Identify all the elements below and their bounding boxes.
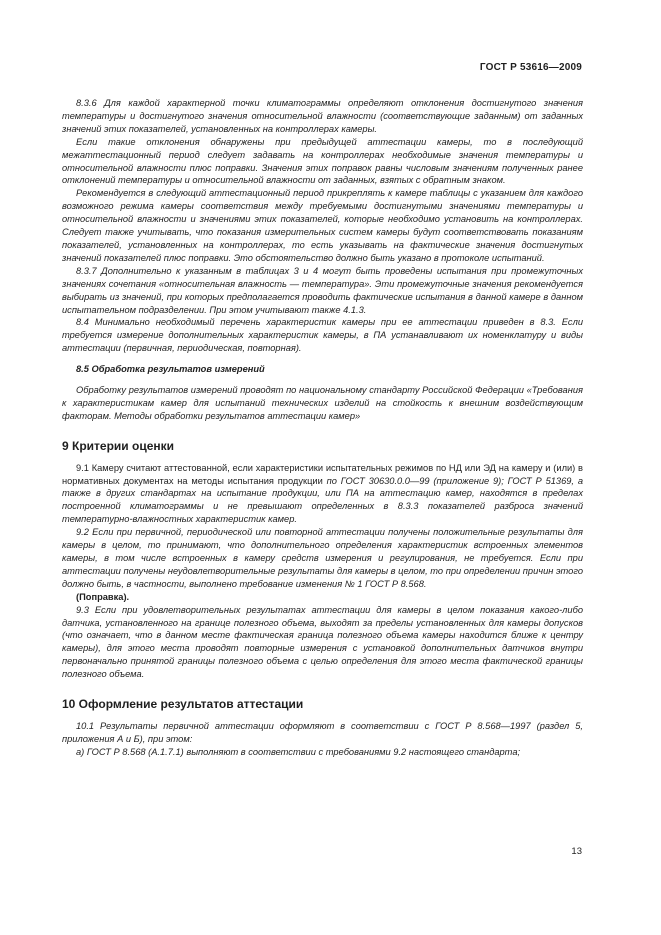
paragraph-9-1-part-b: по ГОСТ 30630.0.0—99 (приложение 9); ГОСТ Р 51369, а также в других стандартах на испытание продукции, или ПА на аттестацию камер, находятся в пределах построенной климатограммы и не превышают определенных в 8.3.3 показателей разброса значений температурно-влажностных характеристик камер. xyxy=(62,475,583,525)
paragraph-8-3-6: 8.3.6 Для каждой характерной точки климатограммы определяют отклонения достигнутого значения температуры и достигнутого значения относительной влажности (соответствующие заданным) от заданных значений этих показателей, установленных на контроллерах камеры. xyxy=(62,98,583,134)
paragraph-9-1 xyxy=(62,462,583,527)
section-heading-10: 10 Оформление результатов аттестации xyxy=(62,697,304,712)
paragraph-9-2: 9.2 Если при первичной, периодической или повторной аттестации получены положительные результаты для камеры в целом, то принимают, что дополнительного определения характеристик встроенных элементов камеры, в том числе встроенных в камеру средств измерения и регулирования, не требуется. Если при аттестации получены неудовлетворительные результаты для камеры в целом, то при определении причин этого должно быть, в частности, выполнено требование изменения № 1 ГОСТ Р 8.568. xyxy=(62,527,583,589)
paragraph-8-3-7: 8.3.7 Дополнительно к указанным в таблицах 3 и 4 могут быть проведены испытания при промежуточных значениях сочетания «относительная влажность — температура». Эти промежуточные значения рекомендуется выбирать из значений, при которых предполагается проводить фактические испытания в данной камере в данном испытательном подразделении. При этом учитывают также 4.1.3. xyxy=(62,265,583,315)
document-header: ГОСТ Р 53616—2009 xyxy=(479,62,582,73)
paragraph-8-3-6-recommendation: Рекомендуется в следующий аттестационный период прикреплять к камере таблицы с указанием для каждого возможного режима камеры соответствия между требуемыми достигнутыми значениями температуры и относительной влажности и значениями этих показателей, которые необходимо установить на контроллерах. Следует также учитывать, что показания измерительных систем камеры будут соответствовать показаниям показателей, установленных на контроллерах, то есть указывать на фактические значения достигнутых значений показателей плюс поправки. Это обстоятельство должно быть указано в протоколе испытаний. xyxy=(62,188,583,263)
paragraph-8-3-6-corrections: Если такие отклонения обнаружены при предыдущей аттестации камеры, то в последующий межаттестационный период следует задавать на контроллерах необходимые значения температуры и относительной влажности плюс поправки. Значения этих поправок равны числовым значениям полученных ранее отклонений температуры и относительной влажности от заданных, взятых с обратным знаком. xyxy=(62,136,583,186)
amendment-note: (Поправка). xyxy=(76,591,130,602)
subsection-title-8-5: 8.5 Обработка результатов измерений xyxy=(76,364,265,375)
paragraph-10-1: 10.1 Результаты первичной аттестации оформляют в соответствии с ГОСТ Р 8.568—1997 (раздел 5, приложения А и Б), при этом: xyxy=(62,720,583,744)
paragraph-10-1-a: а) ГОСТ Р 8.568 (А.1.7.1) выполняют в соответствии с требованиями 9.2 настоящего стандарта; xyxy=(76,746,521,757)
paragraph-8-5: Обработку результатов измерений проводят по национальному стандарту Российской Федерации «Требования к характеристикам камер для испытаний технических изделий на стойкость к внешним воздействующим факторам. Методы обработки результатов аттестации камер» xyxy=(62,385,583,421)
paragraph-9-3: 9.3 Если при удовлетворительных результатах аттестации для камеры в целом показания какого-либо датчика, установленного на границе полезного объема, выходят за пределы установленных для камеры допусков (что означает, что в данном месте фактическая граница полезного объема камеры находится ближе к центру камеры), для этого места проводят повторные измерения с установкой дополнительных датчиков внутри первоначально принятой границы полезного объема с целью определения для этого места фактической границы полезного объема. xyxy=(62,604,583,680)
page-body xyxy=(62,97,583,759)
paragraph-9-1-part-a: 9.1 Камеру считают аттестованной, если характеристики испытательных режимов по НД или ЭД на камеру и (или) в нормативных документах на методы испытания продукции xyxy=(62,462,583,486)
paragraph-8-4: 8.4 Минимально необходимый перечень характеристик камеры при ее аттестации приведен в 8.3. Если требуется измерение дополнительных характеристик камеры, в ПА устанавливают их номенклатуру и виды аттестации (первичная, периодическая, повторная). xyxy=(62,317,583,354)
page-number: 13 xyxy=(571,846,582,857)
section-heading-9: 9 Критерии оценки xyxy=(62,438,175,453)
